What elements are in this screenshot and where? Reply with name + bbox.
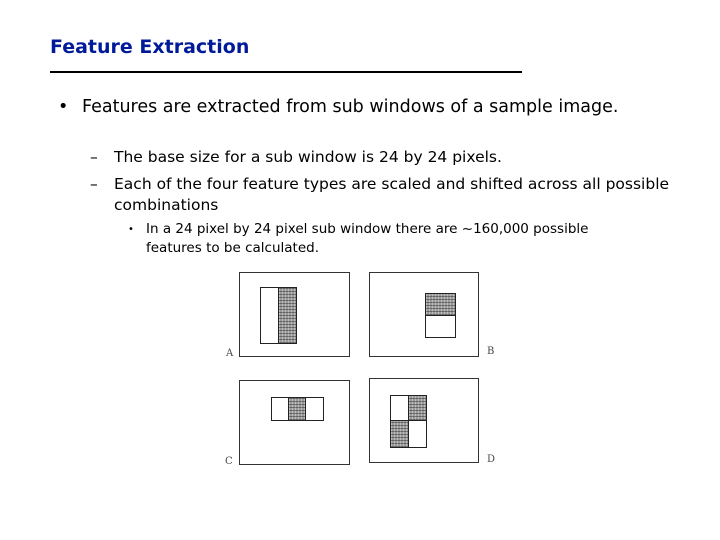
panel-label-b: B	[487, 346, 495, 357]
feature-panel-a	[239, 272, 350, 357]
feature-panel-b	[369, 272, 479, 357]
title-underline	[50, 71, 522, 73]
bullet-marker: •	[128, 224, 134, 235]
feature-dark-region	[278, 287, 297, 344]
bullet-level2-feature-types	[90, 174, 690, 216]
feature-white-region	[305, 397, 324, 421]
panel-label-a: A	[226, 348, 234, 359]
panel-label-d: D	[487, 454, 496, 465]
dash-marker: –	[90, 175, 98, 193]
feature-white-region	[408, 420, 427, 448]
bullet-text: The base size for a sub window is 24 by 24 pixels.	[114, 148, 502, 166]
dash-marker: –	[90, 148, 98, 166]
feature-white-region	[390, 395, 409, 421]
feature-white-region	[425, 315, 456, 338]
bullet-text: Each of the four feature types are scaled and shifted across all possible combinations	[114, 175, 670, 214]
bullet-text: Features are extracted from sub windows of a sample image.	[82, 97, 619, 117]
feature-dark-region	[408, 395, 427, 421]
slide-title: Feature Extraction	[50, 36, 250, 58]
bullet-level3-feature-count	[128, 220, 628, 258]
feature-white-region	[260, 287, 279, 344]
bullet-marker: •	[58, 97, 69, 117]
feature-dark-region	[390, 420, 409, 448]
bullet-level1	[58, 95, 678, 119]
panel-label-c: C	[225, 456, 233, 467]
feature-panel-d	[369, 378, 479, 463]
feature-panel-c	[239, 380, 350, 465]
bullet-text: In a 24 pixel by 24 pixel sub window there are ~160,000 possible features to be calculated.	[146, 221, 589, 256]
bullet-level2-base-size	[90, 147, 690, 168]
feature-dark-region	[425, 293, 456, 316]
feature-white-region	[271, 397, 289, 421]
feature-dark-region	[288, 397, 306, 421]
